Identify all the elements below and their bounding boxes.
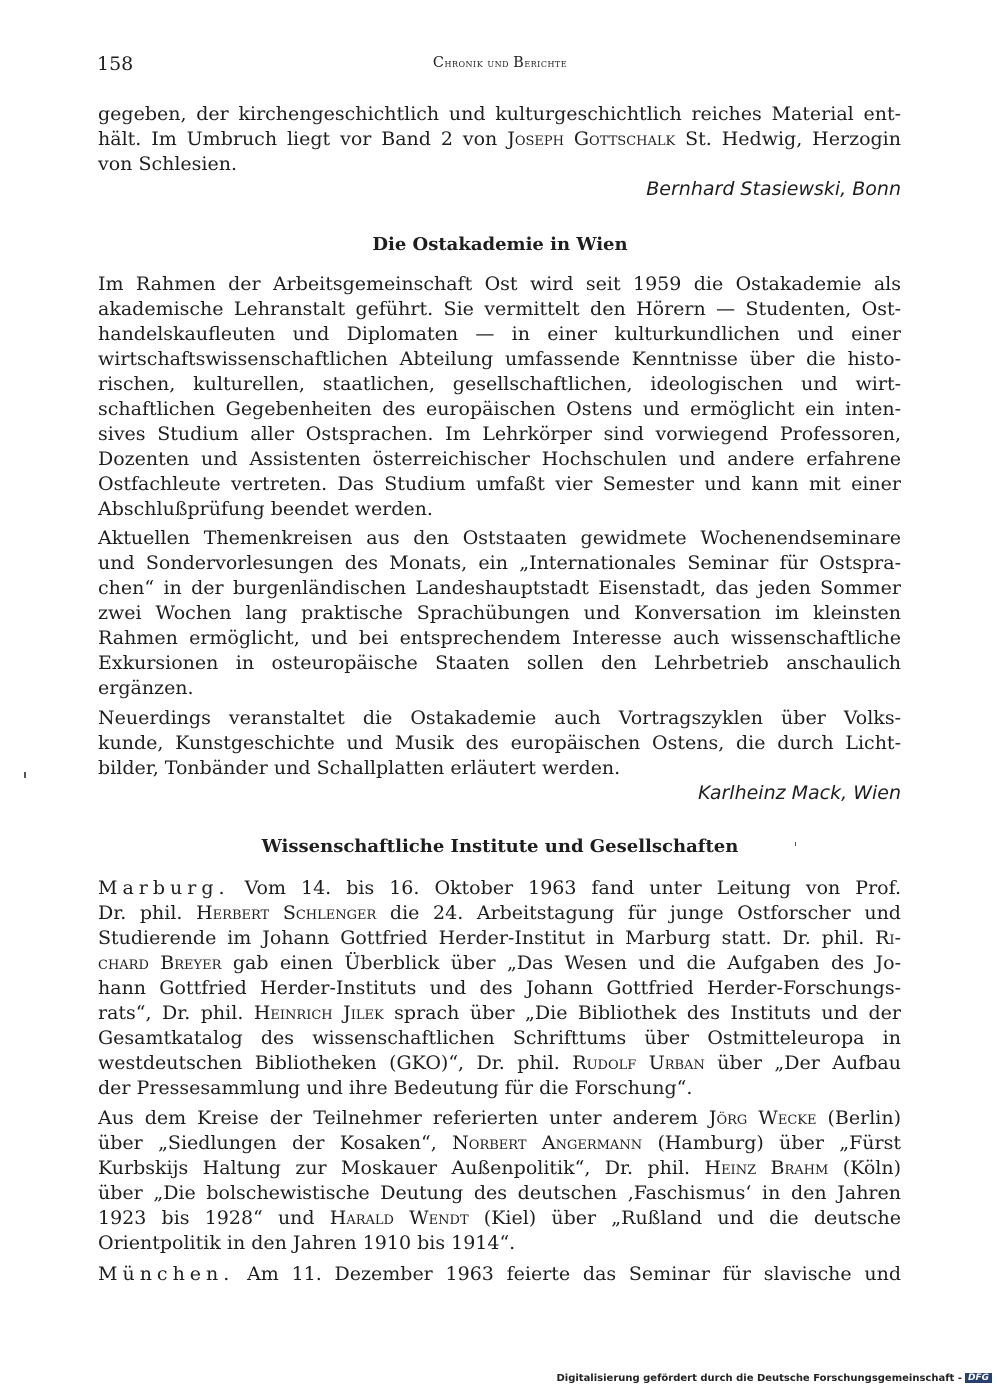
text-span: Dr. phil.: [98, 902, 197, 924]
text-line: über „Die bolschewistische Deutung des deutschen ‚Faschismus‘ in den Jahren: [98, 1182, 901, 1204]
text-line: schaftlichen Gegebenheiten des europäischen Ostens und ermöglicht ein inten-: [98, 398, 901, 420]
running-title-initial-1: C: [432, 55, 445, 71]
author-name: Joseph Gottschalk: [507, 128, 676, 150]
text-line: bilder, Tonbänder und Schallplatten erläutert werden.: [98, 757, 621, 779]
text-span: Kurbskijs Haltung zur Moskauer Außenpolitik“, Dr. phil.: [98, 1157, 705, 1179]
running-title-rest-2: erichte: [524, 56, 568, 70]
text-span: 1923 bis 1928“ und: [98, 1207, 330, 1229]
text-span: über „Der Aufbau: [704, 1052, 901, 1074]
digitization-footer: [556, 1373, 992, 1384]
text-span: hält. Im Umbruch liegt vor Band 2 von: [98, 128, 508, 150]
text-span: die 24. Arbeitstagung für junge Ostforscher und: [376, 902, 901, 924]
text-line: [98, 1131, 901, 1156]
paragraph-teilnehmer: [98, 1106, 901, 1256]
text-line: Neuerdings veranstaltet die Ostakademie auch Vortragszyklen über Volks-: [98, 707, 901, 729]
text-span: (Köln): [828, 1157, 901, 1179]
text-span: über „Siedlungen der Kosaken“,: [98, 1132, 453, 1154]
text-line: zwei Wochen lang praktische Sprachübungen und Konversation im kleinsten: [98, 602, 901, 624]
text-line: chen“ in der burgenländischen Landeshauptstadt Eisenstadt, das jeden Sommer: [98, 577, 901, 599]
text-span: (Kiel) über „Rußland und die deutsche: [468, 1207, 901, 1229]
text-line: [98, 1156, 901, 1181]
text-line: Gesamtkatalog des wissenschaftlichen Schrifttums über Ostmitteleuropa in: [98, 1027, 901, 1049]
person-name: Jörg Wecke: [708, 1107, 817, 1129]
text-span: sprach über „Die Bibliothek des Instituts und der: [383, 1002, 901, 1024]
text-line: Exkursionen in osteuropäische Staaten sollen den Lehrbetrieb anschaulich: [98, 652, 901, 674]
text-line: [98, 1206, 901, 1231]
text-span: Studierende im Johann Gottfried Herder-Institut in Marburg statt. Dr. phil.: [98, 927, 876, 949]
text-line: Im Rahmen der Arbeitsgemeinschaft Ost wird seit 1959 die Ostakademie als: [98, 273, 901, 295]
section-heading-institute: Wissenschaftliche Institute und Gesellschaften: [261, 836, 739, 857]
paragraph-muenchen: [98, 1262, 901, 1287]
text-span: Vom 14. bis 16. Oktober 1963 fand unter Leitung von Prof.: [229, 877, 901, 899]
text-line: Rahmen ermöglicht, und bei entsprechendem Interesse auch wissenschaftliche: [98, 627, 901, 649]
text-line: [98, 127, 901, 152]
text-span: (Hamburg) über „Fürst: [642, 1132, 902, 1154]
text-line: Ostfachleute vertreten. Das Studium umfaßt vier Semester und kann mit einer: [98, 473, 901, 495]
text-line: [98, 901, 901, 926]
person-name: Norbert Angermann: [452, 1132, 643, 1154]
text-line: Dozenten und Assistenten österreichischer Hochschulen und andere erfahrene: [98, 448, 901, 470]
paragraph-ostakademie-1: [98, 272, 901, 522]
text-span: St. Hedwig, Herzogin: [675, 128, 901, 150]
place-name: München.: [98, 1263, 235, 1285]
text-line: kunde, Kunstgeschichte und Musik des europäischen Ostens, die durch Licht-: [98, 732, 901, 754]
text-line: [98, 1262, 901, 1287]
scan-speck: [24, 772, 26, 778]
text-line: und Sondervorlesungen des Monats, ein „Internationales Seminar für Ostspra-: [98, 552, 901, 574]
text-line: Orientpolitik in den Jahren 1910 bis 1914“.: [98, 1232, 516, 1254]
text-line: [98, 1051, 901, 1076]
footer-text: Digitalisierung gefördert durch die Deutsche Forschungsgemeinschaft -: [556, 1373, 962, 1384]
person-name: Ri-: [875, 927, 901, 949]
text-line: wirtschaftswissenschaftlichen Abteilung umfassende Kenntnisse über die histo-: [98, 348, 901, 370]
running-title-initial-2: B: [513, 55, 525, 71]
text-line: [98, 951, 901, 976]
running-title: [0, 55, 1000, 71]
page-number: 158: [97, 53, 134, 75]
text-line: ergänzen.: [98, 677, 194, 699]
running-title-rest-1: hronik und: [444, 56, 514, 70]
person-name: Heinz Brahm: [704, 1157, 829, 1179]
person-name: Harald Wendt: [329, 1207, 469, 1229]
text-line: der Pressesammlung und ihre Bedeutung für die Forschung“.: [98, 1077, 693, 1099]
text-line: Aktuellen Themenkreisen aus den Oststaaten gewidmete Wochenendseminare: [98, 527, 901, 549]
text-line: gegeben, der kirchengeschichtlich und kulturgeschichtlich reiches Material ent-: [98, 103, 901, 125]
text-line: Abschlußprüfung beendet werden.: [98, 498, 433, 520]
text-line: [98, 876, 901, 901]
paragraph-marburg: [98, 876, 901, 1101]
text-line: [98, 1001, 901, 1026]
text-span: Am 11. Dezember 1963 feierte das Seminar für slavische und: [234, 1263, 901, 1285]
text-span: (Berlin): [816, 1107, 901, 1129]
dfg-logo: DFG: [965, 1373, 992, 1383]
text-line: handelskaufleuten und Diplomaten — in einer kulturkundlichen und einer: [98, 323, 901, 345]
paragraph-ostakademie-3: [98, 706, 901, 781]
text-line: akademische Lehranstalt geführt. Sie vermittelt den Hörern — Studenten, Ost-: [98, 298, 901, 320]
text-line: sives Studium aller Ostsprachen. Im Lehrkörper sind vorwiegend Professoren,: [98, 423, 901, 445]
text-line: [98, 926, 901, 951]
signature: Bernhard Stasiewski, Bonn: [646, 178, 901, 200]
text-line: [98, 1106, 901, 1131]
section-heading-ostakademie: Die Ostakademie in Wien: [372, 234, 628, 255]
person-name: Herbert Schlenger: [196, 902, 377, 924]
text-span: westdeutschen Bibliotheken (GKO)“, Dr. phil.: [98, 1052, 573, 1074]
place-name: Marburg.: [98, 877, 230, 899]
text-line: hann Gottfried Herder-Instituts und des Johann Gottfried Herder-Forschungs-: [98, 977, 901, 999]
text-line: von Schlesien.: [98, 153, 238, 175]
signature: Karlheinz Mack, Wien: [698, 782, 901, 804]
text-span: Aus dem Kreise der Teilnehmer referierten unter anderem: [98, 1107, 709, 1129]
text-line: rischen, kulturellen, staatlichen, gesellschaftlichen, ideologischen und wirt-: [98, 373, 901, 395]
person-name: chard Breyer: [98, 952, 222, 974]
text-span: gab einen Überblick über „Das Wesen und die Aufgaben des Jo-: [221, 952, 902, 974]
paragraph-ostakademie-2: [98, 526, 901, 701]
person-name: Rudolf Urban: [572, 1052, 705, 1074]
top-paragraph: [98, 102, 901, 177]
scan-speck: [795, 842, 796, 846]
person-name: Heinrich Jilek: [253, 1002, 384, 1024]
text-span: rats“, Dr. phil.: [98, 1002, 254, 1024]
